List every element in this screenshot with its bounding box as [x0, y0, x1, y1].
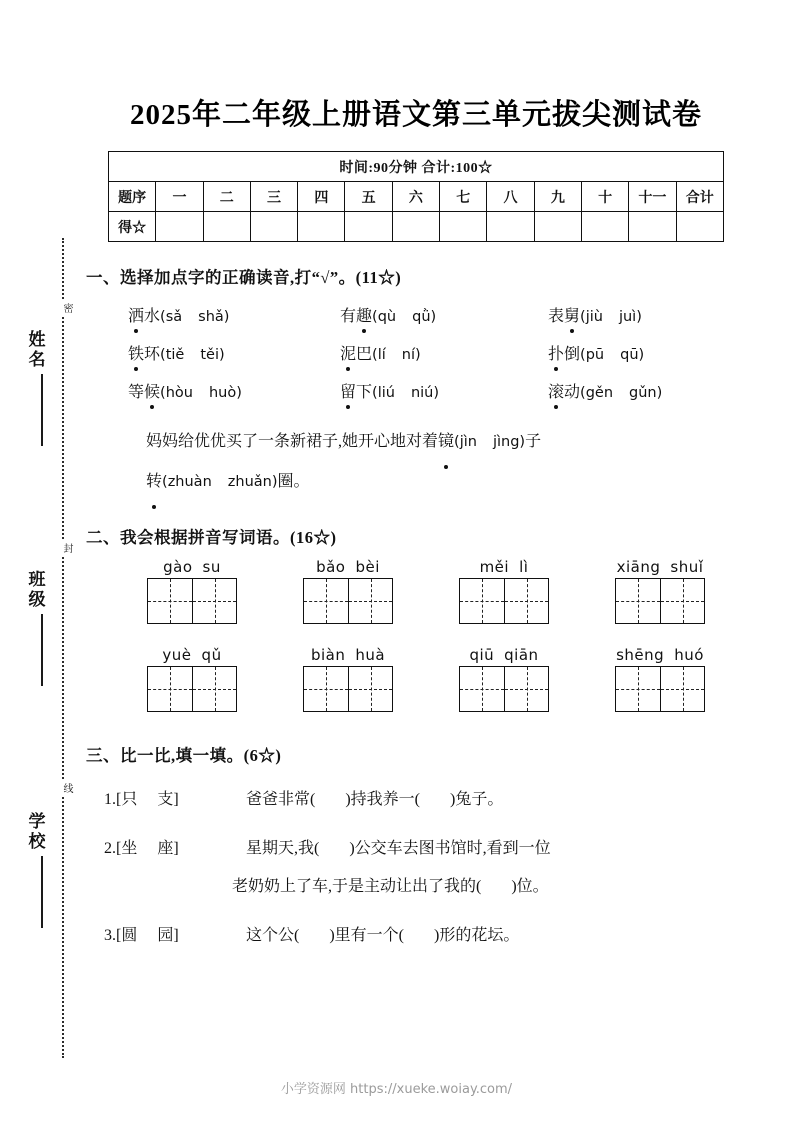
choice-word-rest: 下	[356, 384, 373, 401]
choice-word-pre: 等	[128, 384, 145, 401]
fill-item-number: 3.	[104, 927, 116, 944]
student-school-label: 学校	[25, 812, 45, 852]
pinyin-syllable-1: xiāng	[616, 558, 661, 576]
sentence-paren-close: )	[519, 434, 526, 450]
score-table-row-head-question: 题序	[109, 182, 156, 212]
choice-paren-open: (	[160, 309, 166, 325]
choice-paren-open: (	[372, 347, 378, 363]
tianzige-cell[interactable]	[304, 579, 348, 623]
write-pinyin-label	[162, 646, 221, 664]
write-pinyin-label	[616, 646, 704, 664]
pinyin-syllable-1: bǎo	[316, 558, 346, 576]
score-table	[108, 151, 724, 242]
choice-row-1	[86, 303, 746, 326]
pinyin-option-b[interactable]: jìng	[492, 434, 520, 450]
dotted-char: 趣	[356, 303, 372, 326]
choice-paren-close: )	[414, 347, 421, 363]
write-group-xiangshui[interactable]	[582, 558, 738, 624]
fill-text-b: )里有一个(	[329, 927, 405, 944]
score-input-total[interactable]	[676, 212, 723, 242]
pinyin-option-a[interactable]: jìn	[459, 434, 477, 450]
pinyin-syllable-2: su	[202, 558, 221, 576]
fill-text-line2-b: )位。	[511, 878, 549, 895]
student-name-label: 姓名	[25, 330, 45, 370]
choice-paren-open: (	[372, 309, 378, 325]
bracket-option-b[interactable]: 座	[157, 840, 174, 857]
score-col-6: 六	[392, 182, 439, 212]
choice-paren-close: )	[223, 309, 230, 325]
score-col-5: 五	[345, 182, 392, 212]
choice-paren-close: )	[430, 309, 437, 325]
choice-word-rest: 巴	[356, 346, 373, 363]
write-pinyin-label	[316, 558, 380, 576]
dotted-char: 扑	[548, 341, 564, 364]
choice-paren-close: )	[236, 385, 242, 401]
choice-word-rest: 动	[564, 384, 581, 401]
tianzige-cell[interactable]	[460, 579, 504, 623]
pinyin-syllable-1: biàn	[310, 646, 346, 664]
pinyin-option-a[interactable]: jiù	[585, 309, 603, 325]
section-2-heading: 二、我会根据拼音写词语。(16☆)	[86, 528, 337, 547]
pinyin-option-a[interactable]: sǎ	[165, 309, 183, 325]
write-group-shenghuo[interactable]	[582, 646, 738, 712]
pinyin-option-b[interactable]: qǜ	[412, 309, 431, 325]
choice-row-2	[86, 341, 746, 364]
pinyin-option-b[interactable]: ní	[401, 347, 415, 363]
write-pinyin-label	[311, 646, 385, 664]
bracket-option-b[interactable]: 园	[157, 927, 174, 944]
sentence-line-1	[146, 422, 746, 462]
student-class-field[interactable]	[18, 570, 52, 686]
dotted-char: 洒	[128, 303, 144, 326]
dotted-char: 滚	[548, 379, 564, 402]
pinyin-option-b[interactable]: gǔn	[629, 385, 657, 401]
dotted-char: 泥	[340, 341, 356, 364]
pinyin-option-b[interactable]: juì	[618, 309, 637, 325]
student-name-field[interactable]	[18, 330, 52, 446]
choice-paren-open: (	[580, 347, 586, 363]
score-col-10: 十	[581, 182, 628, 212]
pinyin-option-a[interactable]: lí	[377, 347, 386, 363]
score-col-9: 九	[534, 182, 581, 212]
fill-item-3[interactable]	[86, 921, 746, 951]
choice-item-liuxia[interactable]	[340, 379, 548, 402]
dotted-char: 舅	[564, 303, 580, 326]
tianzige-cell[interactable]	[616, 579, 660, 623]
choice-item-pudao[interactable]	[548, 341, 738, 364]
pinyin-syllable-1: yuè	[162, 646, 192, 664]
write-group-meili[interactable]	[426, 558, 582, 624]
student-school-field[interactable]	[18, 812, 52, 928]
choice-paren-open: (	[160, 347, 166, 363]
fill-text-c: )兔子。	[450, 791, 504, 808]
choice-paren-close: )	[636, 309, 642, 325]
exam-meta-text: 时间:90分钟 合计:100☆	[109, 152, 724, 182]
choice-word-pre: 有	[340, 308, 357, 325]
pinyin-syllable-2: bèi	[355, 558, 380, 576]
pinyin-syllable-1: měi	[479, 558, 510, 576]
pinyin-syllable-2: qǔ	[201, 646, 222, 664]
fill-text-line2-a: 老奶奶上了车,于是主动让出了我的(	[232, 878, 482, 895]
score-col-4: 四	[298, 182, 345, 212]
pinyin-option-b[interactable]: zhuǎn	[227, 474, 272, 490]
tianzige-cell[interactable]	[304, 667, 348, 711]
tianzige-grid[interactable]	[147, 578, 237, 624]
pinyin-syllable-2: huó	[674, 646, 704, 664]
seal-char-mi: 密	[52, 300, 74, 317]
tianzige-cell[interactable]	[148, 579, 192, 623]
score-input-4[interactable]	[298, 212, 345, 242]
pinyin-syllable-2: huà	[355, 646, 386, 664]
score-table-container	[86, 151, 746, 242]
score-table-header-row	[109, 182, 724, 212]
choice-item-biaojiu[interactable]	[548, 303, 738, 326]
choice-paren-open: (	[580, 385, 586, 401]
score-col-total: 合计	[676, 182, 723, 212]
pinyin-option-a[interactable]: qù	[377, 309, 397, 325]
pinyin-option-a[interactable]: hòu	[165, 385, 193, 401]
tianzige-cell[interactable]	[192, 667, 236, 711]
tianzige-grid[interactable]	[615, 578, 705, 624]
score-input-2[interactable]	[203, 212, 250, 242]
pinyin-syllable-1: qiū	[469, 646, 495, 664]
section-1-heading: 一、选择加点字的正确读音,打“√”。(11☆)	[86, 268, 402, 287]
pinyin-option-b[interactable]: shǎ	[198, 309, 224, 325]
choice-paren-open: (	[372, 385, 378, 401]
score-col-3: 三	[250, 182, 297, 212]
write-pinyin-label	[469, 646, 538, 664]
score-input-7[interactable]	[440, 212, 487, 242]
page-title: 2025年二年级上册语文第三单元拔尖测试卷	[129, 99, 702, 131]
score-input-3[interactable]	[250, 212, 297, 242]
tianzige-cell[interactable]	[616, 667, 660, 711]
pinyin-option-a[interactable]: liú	[377, 385, 395, 401]
write-pinyin-label	[617, 558, 704, 576]
choice-word-rest: 倒	[564, 346, 581, 363]
student-name-rule	[41, 374, 43, 446]
tianzige-grid[interactable]	[303, 666, 393, 712]
pinyin-syllable-1: shēng	[616, 646, 665, 664]
bracket-option-a[interactable]: 只	[121, 791, 138, 808]
tianzige-cell[interactable]	[192, 579, 236, 623]
sentence-part-1: 妈妈给优优买了一条新裙子,她开心地对着	[146, 433, 439, 450]
seal-char-xian: 线	[52, 780, 74, 797]
fill-item-number: 2.	[104, 840, 116, 857]
tianzige-grid[interactable]	[459, 578, 549, 624]
sentence-paren-open: (	[454, 434, 460, 450]
choice-paren-open: (	[160, 385, 166, 401]
pinyin-syllable-2: qiān	[504, 646, 539, 664]
bracket-option-a[interactable]: 圆	[121, 927, 138, 944]
fill-item-number: 1.	[104, 791, 116, 808]
tianzige-cell[interactable]	[504, 667, 548, 711]
fill-text-c: )形的花坛。	[434, 927, 520, 944]
tianzige-cell[interactable]	[660, 667, 704, 711]
write-row-1	[86, 558, 746, 624]
write-group-bianhua[interactable]	[270, 646, 426, 712]
fill-item-2-line-2	[104, 872, 746, 902]
score-col-11: 十一	[629, 182, 676, 212]
score-input-5[interactable]	[345, 212, 392, 242]
write-pinyin-label	[163, 558, 221, 576]
choice-word-rest: 水	[144, 308, 161, 325]
score-table-value-row	[109, 212, 724, 242]
footer-watermark: 小学资源网 https://xueke.woiay.com/	[280, 1082, 513, 1097]
tianzige-grid[interactable]	[615, 666, 705, 712]
pinyin-option-a[interactable]: gěn	[585, 385, 614, 401]
student-class-rule	[41, 614, 43, 686]
sentence-paren-close: )	[271, 474, 278, 490]
score-input-9[interactable]	[534, 212, 581, 242]
seal-dotted-line	[62, 238, 64, 1058]
score-input-11[interactable]	[629, 212, 676, 242]
tianzige-cell[interactable]	[504, 579, 548, 623]
pinyin-syllable-2: shuǐ	[670, 558, 704, 576]
choice-item-tiehuan[interactable]	[128, 341, 340, 364]
tianzige-cell[interactable]	[348, 579, 392, 623]
student-class-label: 班级	[25, 570, 45, 610]
tianzige-cell[interactable]	[348, 667, 392, 711]
pinyin-option-a[interactable]: tiě	[165, 347, 185, 363]
pinyin-option-b[interactable]: těi	[200, 347, 219, 363]
dotted-char: 候	[144, 379, 160, 402]
choice-item-denghou[interactable]	[128, 379, 340, 402]
sentence-paren-open: (	[162, 474, 168, 490]
fill-text-a: 这个公(	[246, 927, 300, 944]
choice-item-niba[interactable]	[340, 341, 548, 364]
dotted-char: 铁	[128, 341, 144, 364]
score-input-10[interactable]	[581, 212, 628, 242]
score-col-2: 二	[203, 182, 250, 212]
pinyin-option-b[interactable]: huò	[208, 385, 237, 401]
write-group-baobei[interactable]	[270, 558, 426, 624]
sentence-part-2: 子	[525, 433, 542, 450]
tianzige-cell[interactable]	[460, 667, 504, 711]
choice-row-3	[86, 379, 746, 402]
choice-paren-close: )	[656, 385, 663, 401]
bracket-option-a[interactable]: 坐	[121, 840, 138, 857]
score-col-8: 八	[487, 182, 534, 212]
seal-sidebar	[0, 0, 78, 1122]
fill-text-b: )公交车去图书馆时,看到一位	[349, 840, 551, 857]
write-group-gaosu[interactable]	[114, 558, 270, 624]
sentence-part-3: 圈。	[277, 473, 310, 490]
write-row-2	[86, 646, 746, 712]
tianzige-grid[interactable]	[147, 666, 237, 712]
choice-word-rest: 环	[144, 346, 161, 363]
pinyin-option-b[interactable]: niú	[410, 385, 434, 401]
tianzige-cell[interactable]	[660, 579, 704, 623]
write-group-yuequ[interactable]	[114, 646, 270, 712]
pinyin-option-b[interactable]: qū	[620, 347, 639, 363]
choice-item-sashui[interactable]	[128, 303, 340, 326]
choice-paren-close: )	[638, 347, 645, 363]
choice-paren-close: )	[218, 347, 225, 363]
score-col-7: 七	[440, 182, 487, 212]
tianzige-cell[interactable]	[148, 667, 192, 711]
fill-text-b: )持我养一(	[345, 791, 421, 808]
tianzige-grid[interactable]	[459, 666, 549, 712]
score-table-row-head-score: 得☆	[109, 212, 156, 242]
write-pinyin-label	[480, 558, 529, 576]
pinyin-option-a[interactable]: pū	[585, 347, 605, 363]
dotted-char: 转	[146, 462, 162, 502]
score-table-meta-row	[109, 152, 724, 182]
tianzige-grid[interactable]	[303, 578, 393, 624]
fill-text-a: 爸爸非常(	[246, 791, 316, 808]
choice-paren-open: (	[580, 309, 586, 325]
score-col-1: 一	[156, 182, 203, 212]
student-school-rule	[41, 856, 43, 928]
write-group-qiuqian[interactable]	[426, 646, 582, 712]
choice-paren-close: )	[433, 385, 440, 401]
fill-bracket-group: [坐 座]	[116, 840, 179, 857]
score-input-8[interactable]	[487, 212, 534, 242]
fill-bracket-group: [圆 园]	[116, 927, 179, 944]
score-input-6[interactable]	[392, 212, 439, 242]
pinyin-option-a[interactable]: zhuàn	[167, 474, 212, 490]
exam-paper-body	[86, 0, 746, 951]
fill-bracket-group: [只 支]	[116, 791, 179, 808]
choice-item-gundong[interactable]	[548, 379, 738, 402]
dotted-char: 镜	[438, 422, 454, 462]
choice-word-pre: 表	[548, 308, 565, 325]
section-3-heading: 三、比一比,填一填。(6☆)	[86, 746, 282, 765]
section-1-sentence[interactable]	[86, 422, 746, 502]
fill-item-2[interactable]	[86, 834, 746, 902]
bracket-option-b[interactable]: 支	[157, 791, 174, 808]
score-input-1[interactable]	[156, 212, 203, 242]
dotted-char: 留	[340, 379, 356, 402]
seal-char-feng: 封	[52, 540, 74, 557]
choice-item-youqu[interactable]	[340, 303, 548, 326]
pinyin-syllable-1: gào	[163, 558, 193, 576]
fill-text-a: 星期天,我(	[246, 840, 320, 857]
fill-item-1[interactable]	[86, 785, 746, 815]
pinyin-syllable-2: lì	[519, 558, 529, 576]
